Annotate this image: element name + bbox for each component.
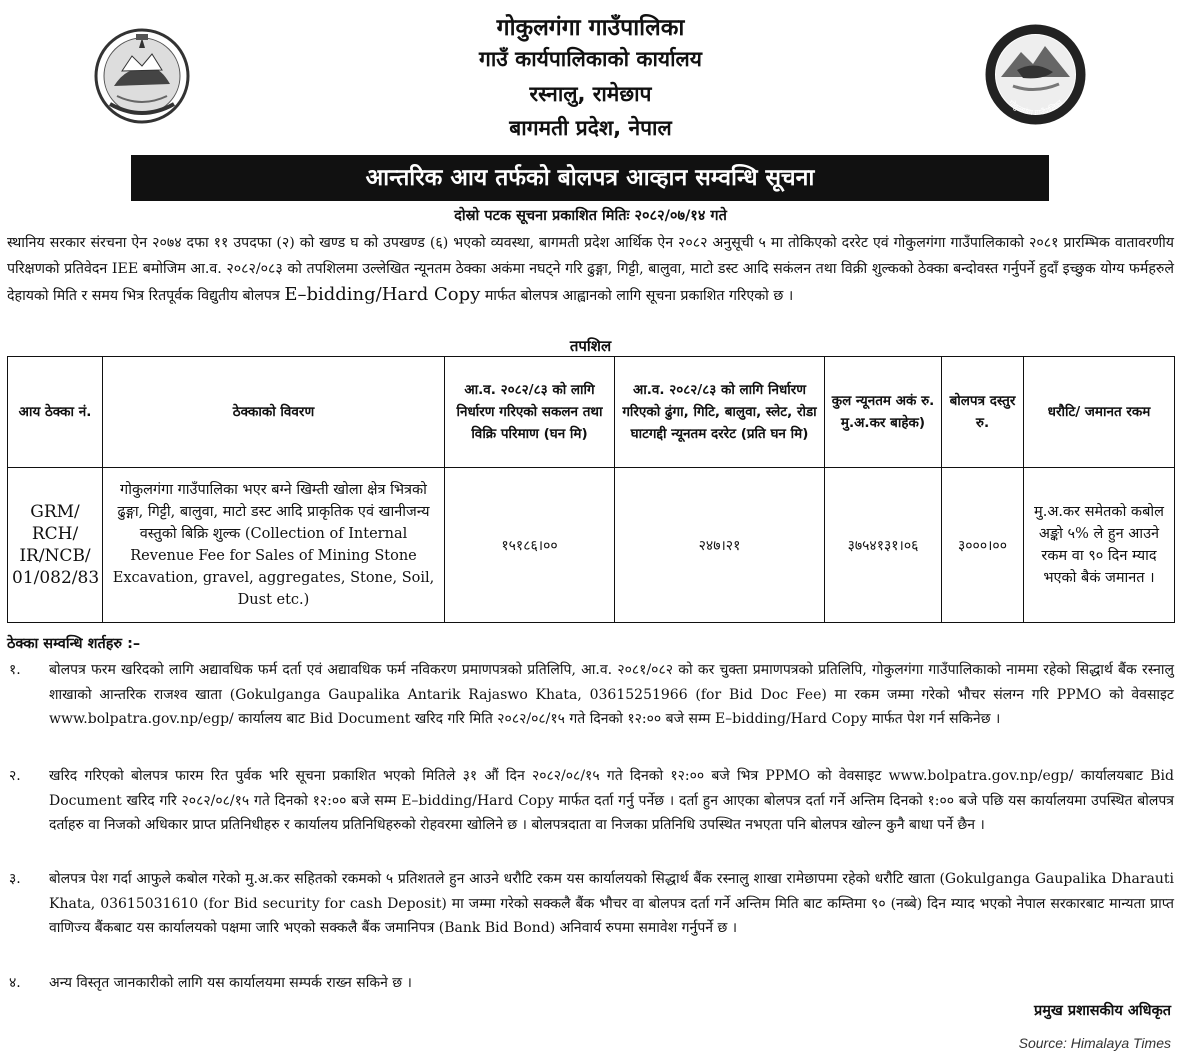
cell-contract-no: GRM/ RCH/ IR/NCB/ 01/082/83 (8, 468, 103, 623)
term-text: अन्य विस्तृत जानकारीको लागि यस कार्यालयमा सम्पर्क राख्न सकिने छ । (49, 975, 412, 991)
header-quantity: आ.व. २०८२/८३ को लागि निर्धारण गरिएको सकलन तथा विक्रि परिमाण (घन मि) (445, 357, 615, 468)
cell-rate: २४७।२१ (615, 468, 825, 623)
cell-description: गोकुलगंगा गाउँपालिका भएर बग्ने खिम्ती खोला क्षेत्र भित्रको ढुङ्गा, गिट्टी, बालुवा, माटो डस्ट आदि प्राकृतिक एवं खानीजन्य वस्तुको बिक्रि शुल्क (Collection of Internal Revenue Fee for Sales of Mining Stone Excavation, gravel, aggregates, Stone, Soil, Dust etc.) (103, 468, 445, 623)
notice-header (0, 0, 1181, 150)
term-text: बोलपत्र फरम खरिदको लागि अद्यावधिक फर्म दर्ता एवं अद्यावधिक फर्म नविकरण प्रमाणपत्रको प्रतिलिपि, आ.व. २०८१/०८२ को कर चुक्ता प्रमाणपत्रको प्रतिलिपि, गोकुलगंगा गाउँपालिकाको नाममा रहेको सिद्धार्थ बैंक रस्नालु शाखाको आन्तरिक राजश्व खाता (Gokulganga Gaupalika Antarik Rajaswo Khata, 03615251966 (for Bid Doc Fee) मा रकम जम्मा गरेको भौचर संलग्न गरि PPMO को वेवसाइट www.bolpatra.gov.np/egp/ कार्यालय बाट Bid Document खरिद गरि मिति २०८२/०८/१५ गते दिनको १२:०० बजे सम्म E–bidding/Hard Copy मार्फत पेश गर्न सकिनेछ । (49, 662, 1174, 727)
term-item (7, 658, 1174, 732)
notice-title: आन्तरिक आय तर्फको बोलपत्र आव्हान सम्वन्धि सूचना (131, 155, 1049, 201)
signature-title: प्रमुख प्रशासकीय अधिकृत (1034, 1003, 1171, 1019)
term-text: बोलपत्र पेश गर्दा आफुले कबोल गरेको मु.अ.कर सहितको रकमको ५ प्रतिशतले हुन आउने धरौटि रकम यस कार्यालयको सिद्धार्थ बैंक रस्नालु शाखा रामेछापमा रहेको धरौटि खाता (Gokulganga Gaupalika Dharauti Khata, 03615031610 (for Bid security for cash Deposit) मा जम्मा गरेको सक्कलै बैंक भौचर वा बोलपत्र दर्ता गर्ने अन्तिम मिति बाट कम्तिमा ९० (नब्बे) दिन म्याद भएको नेपाल सरकारबाट मान्यता प्राप्त वाणिज्य बैंकबाट यस कार्यालयको पक्षमा जारि भएको सक्कलै बैंक जमानिपत्र (Bank Bid Bond) अनिवार्य रुपमा समावेश गर्नुपर्ने छ । (49, 871, 1174, 936)
term-number: १. (9, 662, 21, 678)
cell-fee: ३०००।०० (942, 468, 1024, 623)
term-item (7, 764, 1174, 838)
table-row (8, 468, 1175, 623)
office-location: रस्नालु, रामेछाप (529, 82, 652, 106)
schedule-label: तपशिल (569, 337, 612, 355)
intro-text-part2: मार्फत बोलपत्र आह्वानको लागि सूचना प्रकाशित गरिएको छ । (484, 288, 794, 304)
header-rate: आ.व. २०८२/८३ को लागि निर्धारण गरिएको ढुंगा, गिटि, बालुवा, स्लेट, रोडा घाटगद्दी न्यूनतम दररेट (प्रति घन मि) (615, 357, 825, 468)
header-deposit: धरौटि/ जमानत रकम (1024, 357, 1175, 468)
source-credit: Source: Himalaya Times (1018, 1035, 1171, 1051)
term-number: ४. (9, 975, 21, 991)
header-fee: बोलपत्र दस्तुर रु. (942, 357, 1024, 468)
header-description: ठेक्काको विवरण (103, 357, 445, 468)
intro-ebidding: E–bidding/Hard Copy (284, 284, 481, 305)
term-text: खरिद गरिएको बोलपत्र फारम रित पुर्वक भरि सूचना प्रकाशित भएको मितिले ३१ औं दिन २०८२/०८/१५ गते दिनको १२:०० बजे भित्र PPMO को वेवसाइट www.bolpatra.gov.np/egp/ कार्यालयबाट Bid Document खरिद गरि २०८२/०८/१५ गते दिनको १२:०० बजे सम्म E–bidding/Hard Copy मार्फत दर्ता गर्नु पर्नेछ । दर्ता हुन आएका बोलपत्र दर्ता गर्ने अन्तिम दिनको १:०० बजे पछि यस कार्यालयमा उपस्थित बोलपत्र दर्ताहरु वा निजको अधिकार प्राप्त प्रतिनिधीहरु र कार्यालय प्रतिनिधिहरुको रोहवरमा खोलिने छ । बोलपत्रदाता वा निजका प्रतिनिधि उपस्थित नभएता पनि बोलपत्र खोल्न कुनै बाधा पर्ने छैन । (49, 768, 1174, 833)
term-number: २. (9, 768, 21, 784)
publish-date: दोस्रो पटक सूचना प्रकाशित मितिः २०८२/०७/१४ गते (454, 208, 727, 224)
logo-text: गोकुलगंगा गाउँपालिका (1006, 97, 1065, 118)
table-header-row (8, 357, 1175, 468)
cell-deposit: मु.अ.कर समेतको कबोल अङ्को ५% ले हुन आउने रकम वा ९० दिन म्याद भएको बैकं जमानत । (1024, 468, 1175, 623)
cell-total: ३७५४१३१।०६ (825, 468, 942, 623)
gokulganga-municipality-logo-icon (983, 22, 1088, 127)
term-number: ३. (9, 871, 21, 887)
tender-table (7, 356, 1175, 623)
office-name: गाउँ कार्यपालिकाको कार्यालय (479, 47, 702, 71)
term-item (7, 971, 1174, 996)
header-total: कुल न्यूनतम अकं रु. मु.अ.कर बाहेक) (825, 357, 942, 468)
cell-quantity: १५१८६।०० (445, 468, 615, 623)
header-contract-no: आय ठेक्का नं. (8, 357, 103, 468)
intro-paragraph (7, 230, 1174, 309)
terms-heading: ठेक्का सम्वन्धि शर्तहरु :– (7, 636, 141, 652)
municipality-name: गोकुलगंगा गाउँपालिका (496, 15, 685, 41)
province-country: बागमती प्रदेश, नेपाल (509, 116, 672, 140)
intro-text-part1: स्थानिय सरकार संरचना ऐन २०७४ दफा ११ उपदफा (२) को खण्ड घ को उपखण्ड (६) भएको व्यवस्था, बागमती प्रदेश आर्थिक ऐन २०८२ अनुसूची ५ मा तोकिएको दररेट एवं गोकुलगंगा गाउँपालिकाको २०८१ प्रारम्भिक वातावरणीय परिक्षणको प्रतिवेदन IEE बमोजिम आ.व. २०८२/०८३ को तपशिलमा उल्लेखित न्यूनतम ठेक्का अकंमा नघट्ने गरि ढुङ्गा, गिट्टी, बालुवा, माटो डस्ट आदि सकंलन तथा विक्री शुल्कको ठेक्का बन्दोवस्त गर्नुपर्ने हुदाँ इच्छुक योग्य फर्महरुले देहायको मिति र समय भित्र रितपूर्वक विद्युतीय बोलपत्र (7, 235, 1174, 304)
term-item (7, 867, 1174, 941)
